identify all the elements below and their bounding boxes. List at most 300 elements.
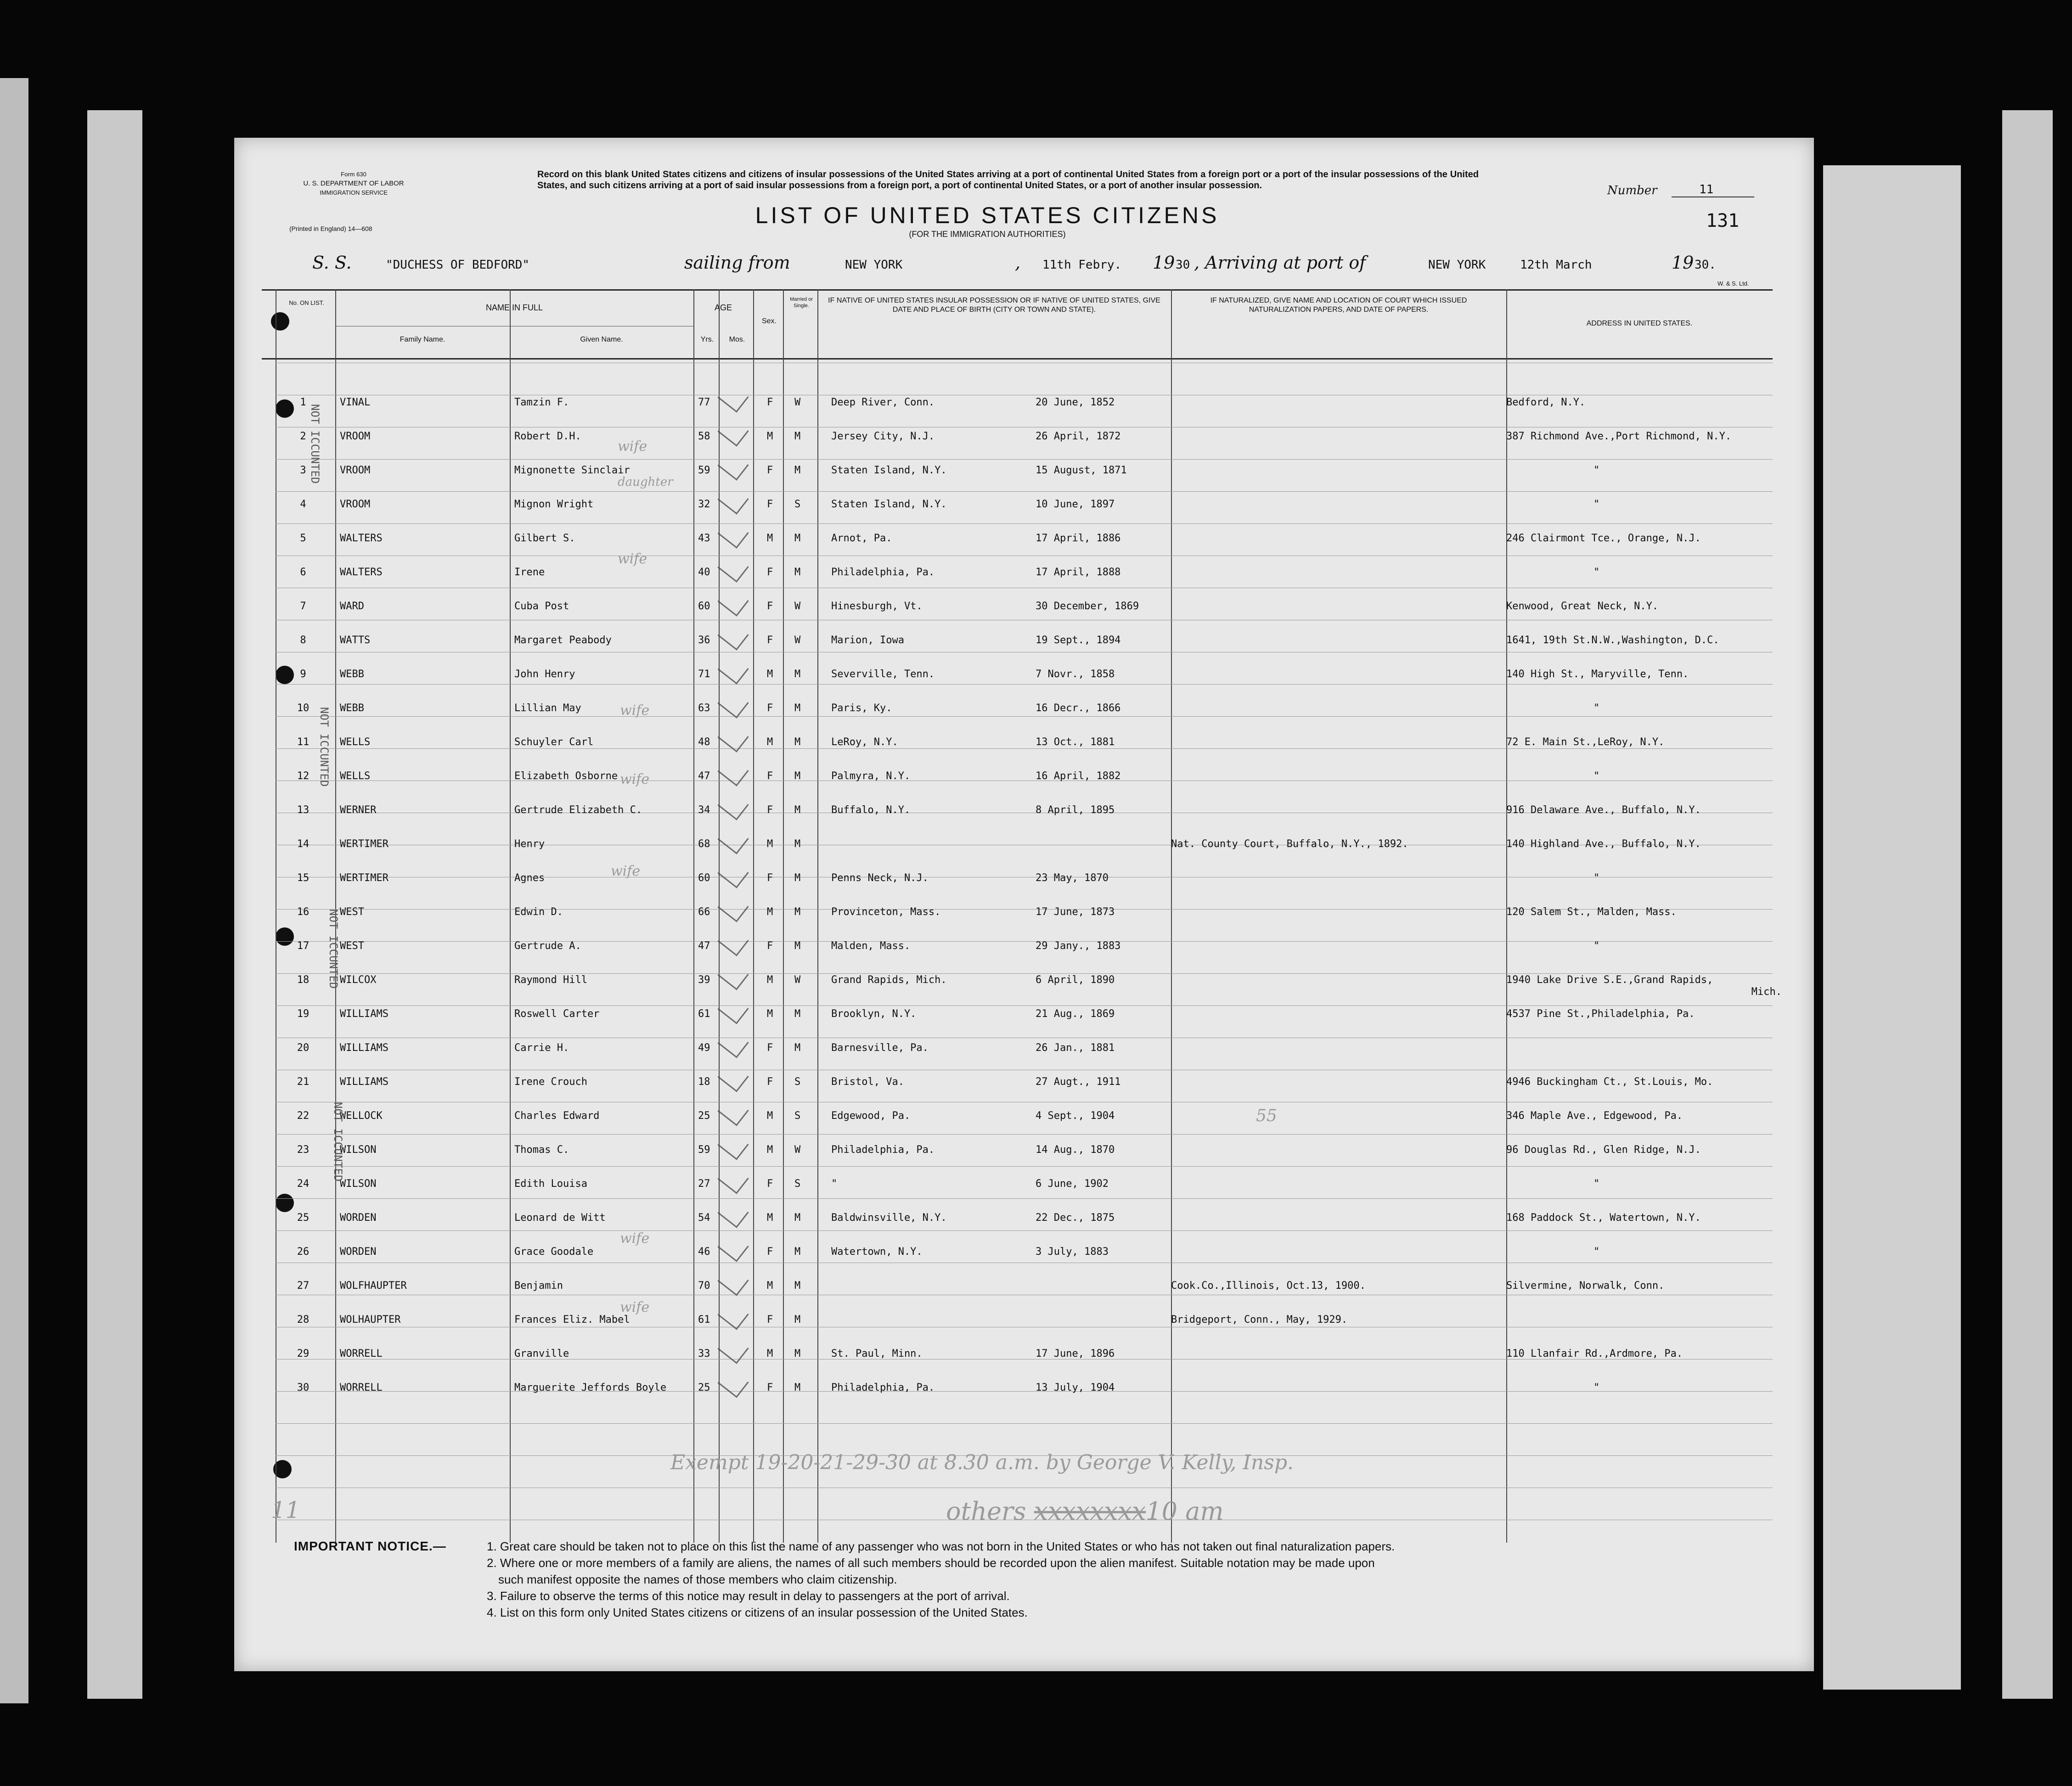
row-number: 27 <box>297 1280 310 1292</box>
birth-date: 21 Aug., 1869 <box>1036 1008 1115 1020</box>
birth-place: Grand Rapids, Mich. <box>831 974 947 986</box>
row-number: 3 <box>300 465 306 476</box>
table-row <box>234 386 1814 419</box>
table-row <box>234 623 1814 657</box>
given-name: Benjamin <box>514 1280 563 1292</box>
age-years: 25 <box>698 1382 710 1393</box>
sex: M <box>767 1280 773 1292</box>
table-row <box>234 725 1814 758</box>
check-mark-icon <box>717 552 749 583</box>
sex: M <box>767 1144 773 1156</box>
handwritten-strikeout: xxxxxxxx <box>1034 1497 1146 1526</box>
marital-status: M <box>794 872 801 884</box>
arrival-year: 30. <box>1695 258 1716 272</box>
marital-status: S <box>794 1178 801 1190</box>
age-years: 63 <box>698 702 710 714</box>
birth-place: St. Paul, Minn. <box>831 1348 923 1359</box>
handwritten-note: wife <box>618 438 648 455</box>
sex: F <box>767 397 773 408</box>
birth-place: Staten Island, N.Y. <box>831 499 947 510</box>
us-address: 96 Douglas Rd., Glen Ridge, N.J. <box>1506 1144 1701 1156</box>
row-number: 11 <box>297 736 310 748</box>
family-name: VINAL <box>340 397 371 408</box>
age-years: 70 <box>698 1280 710 1292</box>
family-name: WILCOX <box>340 974 377 986</box>
us-address: " <box>1593 872 1600 884</box>
sex: M <box>767 974 773 986</box>
row-number: 24 <box>297 1178 310 1190</box>
check-mark-icon <box>717 586 749 617</box>
age-years: 58 <box>698 431 710 442</box>
marital-status: M <box>794 1280 801 1292</box>
family-name: VROOM <box>340 499 371 510</box>
check-mark-icon <box>717 450 749 481</box>
page-number: 131 <box>1706 210 1740 231</box>
table-row <box>234 657 1814 691</box>
check-mark-icon <box>717 1163 749 1194</box>
row-number: 16 <box>297 906 310 918</box>
table-row <box>234 522 1814 555</box>
marital-status: M <box>794 940 801 952</box>
birth-date: 20 June, 1852 <box>1036 397 1115 408</box>
check-mark-icon <box>717 858 749 888</box>
given-name: Raymond Hill <box>514 974 587 986</box>
check-mark-icon <box>717 484 749 515</box>
family-name: WOLHAUPTER <box>340 1314 401 1325</box>
table-row <box>234 759 1814 792</box>
sex: F <box>767 1382 773 1393</box>
sex: M <box>767 1212 773 1224</box>
sex: F <box>767 601 773 612</box>
given-name: Mignonette Sinclair <box>514 465 630 476</box>
header-years: Yrs. <box>700 336 714 343</box>
given-name: Mignon Wright <box>514 499 594 510</box>
sex: F <box>767 1178 773 1190</box>
given-name: Cuba Post <box>514 601 569 612</box>
row-number: 17 <box>297 940 310 952</box>
age-years: 77 <box>698 397 710 408</box>
family-name: WATTS <box>340 635 371 646</box>
arriving-label: , Arriving at port of <box>1194 253 1366 273</box>
row-number: 5 <box>300 533 306 544</box>
marital-status: M <box>794 1212 801 1224</box>
film-strip-right-inner <box>1823 165 1961 1690</box>
birth-date: 8 April, 1895 <box>1036 804 1115 816</box>
table-row <box>234 454 1814 487</box>
birth-place: Edgewood, Pa. <box>831 1110 911 1122</box>
us-address: 387 Richmond Ave.,Port Richmond, N.Y. <box>1506 431 1732 442</box>
given-name: Margaret Peabody <box>514 635 612 646</box>
birth-date: 22 Dec., 1875 <box>1036 1212 1115 1224</box>
family-name: WELLS <box>340 770 371 782</box>
age-years: 33 <box>698 1348 710 1359</box>
marital-status: M <box>794 668 801 680</box>
age-years: 25 <box>698 1110 710 1122</box>
family-name: WALTERS <box>340 567 383 578</box>
handwritten-note <box>946 1497 1224 1526</box>
birth-date: 16 Decr., 1866 <box>1036 702 1121 714</box>
ss-label: S. S. <box>312 253 352 273</box>
sex: F <box>767 940 773 952</box>
naturalization-info: Bridgeport, Conn., May, 1929. <box>1171 1314 1348 1325</box>
given-name: Tamzin F. <box>514 397 569 408</box>
marital-status: S <box>794 1110 801 1122</box>
sex: F <box>767 702 773 714</box>
birth-date: 17 June, 1873 <box>1036 906 1115 918</box>
notice-item: such manifest opposite the names of those members who claim citizenship. <box>498 1573 897 1586</box>
handwritten-note: Exempt 19-20-21-29-30 at 8.30 a.m. by George V. Kelly, Insp. <box>670 1451 1294 1474</box>
table-row <box>234 1269 1814 1302</box>
birth-place: Philadelphia, Pa. <box>831 1144 935 1156</box>
table-row <box>234 1099 1814 1132</box>
notice-item: 2. Where one or more members of a family are aliens, the names of all such members should be recorded upon the alien manifest. Suitable notation may be made upon <box>487 1556 1375 1570</box>
row-number: 9 <box>300 668 306 680</box>
sex: M <box>767 906 773 918</box>
page-title: LIST OF UNITED STATES CITIZENS <box>755 202 1220 228</box>
marital-status: W <box>794 635 801 646</box>
marital-status: W <box>794 397 801 408</box>
given-name: Gertrude A. <box>514 940 581 952</box>
given-name: Edith Louisa <box>514 1178 587 1190</box>
marital-status: M <box>794 736 801 748</box>
notice-label: IMPORTANT NOTICE.— <box>294 1539 446 1553</box>
birth-date: 27 Augt., 1911 <box>1036 1076 1121 1088</box>
form-number: Form 630 <box>341 171 366 178</box>
row-number: 12 <box>297 770 310 782</box>
printed-in-note: (Printed in England) 14—608 <box>289 225 372 232</box>
marital-status: W <box>794 601 801 612</box>
marital-status: M <box>794 702 801 714</box>
row-number: 6 <box>300 567 306 578</box>
birth-date: 26 Jan., 1881 <box>1036 1042 1115 1054</box>
birth-place: Baldwinsville, N.Y. <box>831 1212 947 1224</box>
comma: , <box>1015 253 1021 273</box>
table-row <box>234 1337 1814 1370</box>
us-address: 72 E. Main St.,LeRoy, N.Y. <box>1506 736 1665 748</box>
row-number: 10 <box>297 702 310 714</box>
check-mark-icon <box>717 892 749 922</box>
given-name: Marguerite Jeffords Boyle <box>514 1382 667 1393</box>
header-top-rule <box>262 289 1773 291</box>
header-months: Mos. <box>729 336 745 343</box>
margin-stamp: NOT ICCUNTED <box>327 909 340 989</box>
voyage-line <box>234 253 1814 275</box>
margin-stamp: NOT ICCUNTED <box>309 404 321 484</box>
check-mark-icon <box>717 1231 749 1262</box>
row-number: 22 <box>297 1110 310 1122</box>
us-address: 140 High St., Maryville, Tenn. <box>1506 668 1689 680</box>
check-mark-icon <box>717 1095 749 1126</box>
sex: F <box>767 567 773 578</box>
sex: F <box>767 1246 773 1258</box>
us-address: " <box>1593 499 1600 510</box>
arrival-date: 12th March <box>1520 258 1592 272</box>
table-row <box>234 1201 1814 1234</box>
header-given-name: Given Name. <box>580 336 623 343</box>
row-number: 28 <box>297 1314 310 1325</box>
marital-status: M <box>794 1382 801 1393</box>
sex: F <box>767 804 773 816</box>
family-name: VROOM <box>340 465 371 476</box>
sex: M <box>767 1008 773 1020</box>
given-name: Gertrude Elizabeth C. <box>514 804 642 816</box>
age-years: 34 <box>698 804 710 816</box>
birth-date: 16 April, 1882 <box>1036 770 1121 782</box>
margin-stamp: NOT ICCUNTED <box>318 707 331 787</box>
row-number: 7 <box>300 601 306 612</box>
department-name: U. S. DEPARTMENT OF LABOR <box>303 180 404 187</box>
us-address: 140 Highland Ave., Buffalo, N.Y. <box>1506 838 1701 850</box>
header-bottom-rule <box>262 358 1773 359</box>
row-number: 21 <box>297 1076 310 1088</box>
sex: F <box>767 872 773 884</box>
birth-place: Philadelphia, Pa. <box>831 567 935 578</box>
header-name-in-full: NAME IN FULL <box>485 303 543 312</box>
birth-place: Palmyra, N.Y. <box>831 770 911 782</box>
family-name: WILLIAMS <box>340 1042 388 1054</box>
handwritten-note: wife <box>611 863 641 879</box>
family-name: WERTIMER <box>340 872 388 884</box>
birth-place: Philadelphia, Pa. <box>831 1382 935 1393</box>
table-row <box>234 1167 1814 1200</box>
handwritten-note: others <box>946 1497 1034 1526</box>
check-mark-icon <box>717 518 749 549</box>
birth-date: 7 Novr., 1858 <box>1036 668 1115 680</box>
table-row <box>234 827 1814 860</box>
birth-place: Staten Island, N.Y. <box>831 465 947 476</box>
table-row <box>234 895 1814 928</box>
marital-status: M <box>794 1314 801 1325</box>
family-name: WEBB <box>340 668 364 680</box>
marital-status: S <box>794 499 801 510</box>
notice-item: 1. Great care should be taken not to place on this list the name of any passenger who was not born in the United States or who has not taken out final naturalization papers. <box>487 1539 1395 1553</box>
handwritten-note: wife <box>620 702 650 719</box>
age-years: 71 <box>698 668 710 680</box>
sex: M <box>767 1348 773 1359</box>
us-address: 1641, 19th St.N.W.,Washington, D.C. <box>1506 635 1719 646</box>
us-address: " <box>1593 702 1600 714</box>
family-name: WORRELL <box>340 1382 383 1393</box>
given-name: Schuyler Carl <box>514 736 594 748</box>
us-address: 4946 Buckingham Ct., St.Louis, Mo. <box>1506 1076 1713 1088</box>
handwritten-note: 10 am <box>1146 1497 1224 1526</box>
arrival-port: NEW YORK <box>1428 258 1486 272</box>
family-name: WARD <box>340 601 364 612</box>
handwritten-note: daughter <box>618 475 673 489</box>
sex: F <box>767 1042 773 1054</box>
row-number: 1 <box>300 397 306 408</box>
family-name: WILSON <box>340 1178 377 1190</box>
handwritten-note: 11 <box>271 1497 300 1523</box>
table-row <box>234 1065 1814 1098</box>
us-address: 346 Maple Ave., Edgewood, Pa. <box>1506 1110 1683 1122</box>
row-number: 25 <box>297 1212 310 1224</box>
family-name: VROOM <box>340 431 371 442</box>
punch-hole <box>271 312 289 331</box>
departure-port: NEW YORK <box>845 258 903 272</box>
birth-place: Brooklyn, N.Y. <box>831 1008 917 1020</box>
departure-year: 30 <box>1176 258 1190 272</box>
age-years: 36 <box>698 635 710 646</box>
check-mark-icon <box>717 1129 749 1160</box>
check-mark-icon <box>717 994 749 1024</box>
given-name: John Henry <box>514 668 575 680</box>
header-sex: Sex. <box>761 317 777 325</box>
check-mark-icon <box>717 790 749 820</box>
marital-status: W <box>794 974 801 986</box>
given-name: Thomas C. <box>514 1144 569 1156</box>
birth-date: 4 Sept., 1904 <box>1036 1110 1115 1122</box>
number-label: Number <box>1607 184 1657 197</box>
sailing-label: sailing from <box>684 253 790 273</box>
check-mark-icon <box>717 1333 749 1364</box>
family-name: WALTERS <box>340 533 383 544</box>
arrival-year-prefix: 19 <box>1672 253 1694 273</box>
number-value: 11 <box>1699 183 1714 197</box>
table-row <box>234 1031 1814 1064</box>
birth-date: 19 Sept., 1894 <box>1036 635 1121 646</box>
given-name: Irene <box>514 567 545 578</box>
sex: M <box>767 736 773 748</box>
handwritten-note: wife <box>620 1299 650 1315</box>
us-address: " <box>1593 1382 1600 1393</box>
naturalization-info: Cook.Co.,Illinois, Oct.13, 1900. <box>1171 1280 1366 1292</box>
family-name: WEST <box>340 906 364 918</box>
birth-place: Buffalo, N.Y. <box>831 804 911 816</box>
marital-status: M <box>794 1246 801 1258</box>
birth-date: 17 April, 1888 <box>1036 567 1121 578</box>
us-address: " <box>1593 1178 1600 1190</box>
birth-place: Penns Neck, N.J. <box>831 872 929 884</box>
row-number: 8 <box>300 635 306 646</box>
check-mark-icon <box>717 926 749 956</box>
family-name: WILLIAMS <box>340 1076 388 1088</box>
table-row <box>234 488 1814 521</box>
given-name: Elizabeth Osborne <box>514 770 618 782</box>
birth-date: 6 April, 1890 <box>1036 974 1115 986</box>
birth-place: " <box>831 1178 838 1190</box>
age-years: 18 <box>698 1076 710 1088</box>
form-instructions: Record on this blank United States citizens and citizens of insular possessions of the United States arriving at a port of continental United States from a foreign port or a port of the insular possessions of the United States, and such citizens arriving at a port of said insular possessions from a foreign port, a port of continental United States, or a port of another insular possession. <box>537 169 1479 191</box>
marital-status: M <box>794 1008 801 1020</box>
service-name: IMMIGRATION SERVICE <box>320 189 388 196</box>
sex: M <box>767 1110 773 1122</box>
check-mark-icon <box>717 756 749 786</box>
naturalization-info: Nat. County Court, Buffalo, N.Y., 1892. <box>1171 838 1408 850</box>
manifest-sheet <box>234 138 1814 1671</box>
row-number: 20 <box>297 1042 310 1054</box>
birth-date: 3 July, 1883 <box>1036 1246 1109 1258</box>
family-name: WELLS <box>340 736 371 748</box>
birth-date: 14 Aug., 1870 <box>1036 1144 1115 1156</box>
given-name: Carrie H. <box>514 1042 569 1054</box>
check-mark-icon <box>717 416 749 447</box>
birth-place: Watertown, N.Y. <box>831 1246 923 1258</box>
header-no: No. ON LIST. <box>289 299 324 306</box>
sex: F <box>767 635 773 646</box>
birth-date: 30 December, 1869 <box>1036 601 1139 612</box>
film-strip-right-outer <box>2002 110 2053 1699</box>
us-address: " <box>1593 465 1600 476</box>
given-name: Leonard de Witt <box>514 1212 606 1224</box>
marital-status: S <box>794 1076 801 1088</box>
check-mark-icon <box>717 1367 749 1398</box>
form-identification <box>294 170 413 197</box>
table-row <box>234 1133 1814 1166</box>
sex: M <box>767 668 773 680</box>
given-name: Granville <box>514 1348 569 1359</box>
marital-status: M <box>794 533 801 544</box>
marital-status: M <box>794 770 801 782</box>
birth-date: 29 Jany., 1883 <box>1036 940 1121 952</box>
handwritten-note: 55 <box>1256 1106 1277 1125</box>
family-name: WORRELL <box>340 1348 383 1359</box>
marital-status: M <box>794 906 801 918</box>
row-number: 18 <box>297 974 310 986</box>
ship-name: "DUCHESS OF BEDFORD" <box>386 258 530 272</box>
given-name: Gilbert S. <box>514 533 575 544</box>
table-row <box>234 861 1814 894</box>
marital-status: M <box>794 465 801 476</box>
row-number: 4 <box>300 499 306 510</box>
row-number: 2 <box>300 431 306 442</box>
marital-status: M <box>794 838 801 850</box>
birth-place: Arnot, Pa. <box>831 533 892 544</box>
us-address-continued: Mich. <box>1751 986 1782 998</box>
age-years: 32 <box>698 499 710 510</box>
check-mark-icon <box>717 382 749 413</box>
birth-place: Hinesburgh, Vt. <box>831 601 923 612</box>
family-name: WELLOCK <box>340 1110 383 1122</box>
given-name: Irene Crouch <box>514 1076 587 1088</box>
sex: F <box>767 770 773 782</box>
birth-date: 15 August, 1871 <box>1036 465 1127 476</box>
film-strip-left-outer <box>0 78 28 1703</box>
table-row <box>234 556 1814 589</box>
given-name: Roswell Carter <box>514 1008 600 1020</box>
page-subtitle: (FOR THE IMMIGRATION AUTHORITIES) <box>909 230 1066 239</box>
marital-status: M <box>794 1348 801 1359</box>
age-years: 66 <box>698 906 710 918</box>
age-years: 43 <box>698 533 710 544</box>
age-years: 59 <box>698 1144 710 1156</box>
table-row <box>234 590 1814 623</box>
check-mark-icon <box>717 824 749 854</box>
us-address: " <box>1593 940 1600 952</box>
check-mark-icon <box>717 620 749 651</box>
age-years: 46 <box>698 1246 710 1258</box>
sex: M <box>767 431 773 442</box>
us-address: 110 Llanfair Rd.,Ardmore, Pa. <box>1506 1348 1683 1359</box>
age-years: 27 <box>698 1178 710 1190</box>
check-mark-icon <box>717 1265 749 1296</box>
birth-date: 13 Oct., 1881 <box>1036 736 1115 748</box>
age-years: 47 <box>698 770 710 782</box>
age-years: 59 <box>698 465 710 476</box>
header-address: ADDRESS IN UNITED STATES. <box>1586 320 1693 327</box>
row-number: 14 <box>297 838 310 850</box>
age-years: 60 <box>698 872 710 884</box>
sex: F <box>767 465 773 476</box>
notice-item: 3. Failure to observe the terms of this notice may result in delay to passengers at the port of arrival. <box>487 1589 1010 1603</box>
table-row <box>234 793 1814 826</box>
birth-place: Provinceton, Mass. <box>831 906 941 918</box>
header-naturalized: IF NATURALIZED, GIVE NAME AND LOCATION OF COURT WHICH ISSUED NATURALIZATION PAPERS, AND DATE OF PAPERS. <box>1210 297 1467 314</box>
row-number: 29 <box>297 1348 310 1359</box>
us-address: " <box>1593 567 1600 578</box>
header-age: AGE <box>714 303 732 312</box>
us-address: 916 Delaware Ave., Buffalo, N.Y. <box>1506 804 1701 816</box>
